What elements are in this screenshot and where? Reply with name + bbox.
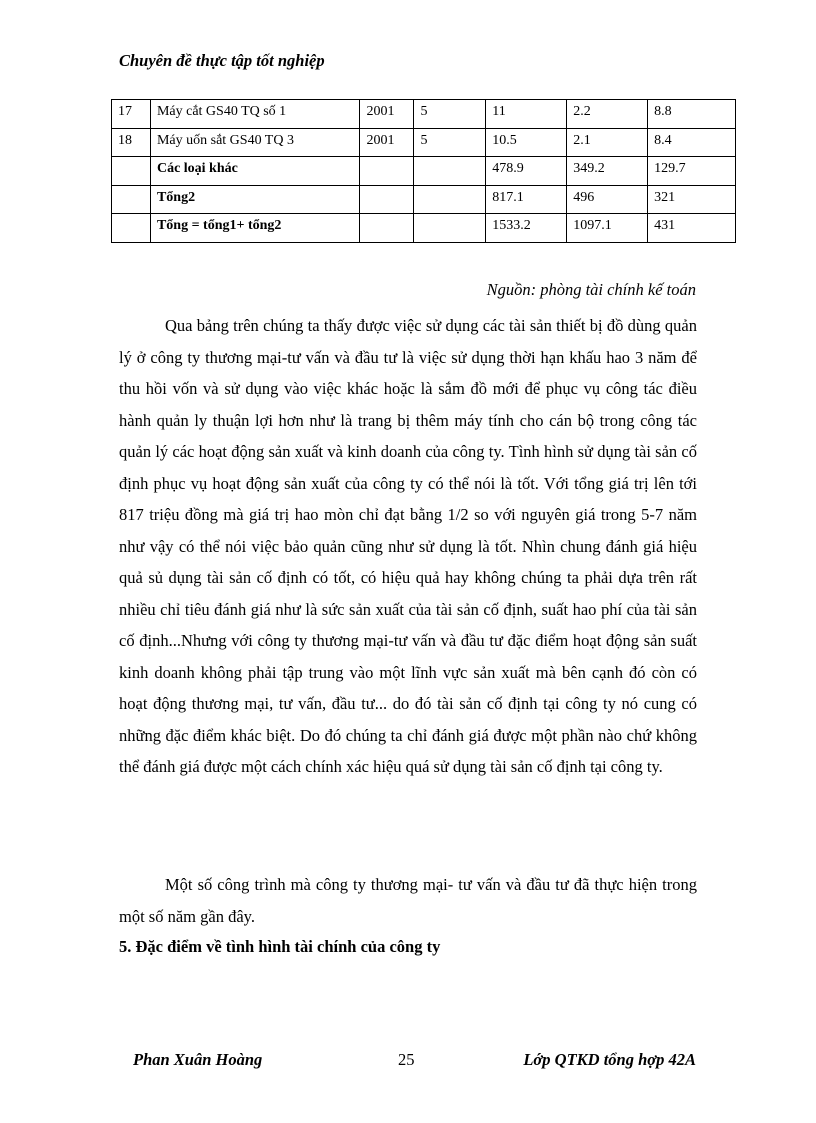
table-cell: 8.8 bbox=[648, 100, 736, 129]
table-cell bbox=[360, 185, 414, 214]
table-cell: 321 bbox=[648, 185, 736, 214]
table-cell: 5 bbox=[414, 100, 486, 129]
table-cell: 2.2 bbox=[567, 100, 648, 129]
table-cell: 2.1 bbox=[567, 128, 648, 157]
table-cell: Máy uốn sắt GS40 TQ 3 bbox=[150, 128, 360, 157]
footer-author: Phan Xuân Hoàng bbox=[133, 1050, 263, 1069]
table-cell bbox=[360, 157, 414, 186]
table-row bbox=[112, 185, 736, 214]
table-cell: Tổng2 bbox=[150, 185, 360, 214]
table-cell: 17 bbox=[112, 100, 151, 129]
table-cell: 431 bbox=[648, 214, 736, 243]
body-paragraph: Qua bảng trên chúng ta thấy được việc sử dụng các tài sản thiết bị đồ dùng quản lý ở công ty thương mại-tư vấn và đầu tư là việc sử dụng thời hạn khấu hao 3 năm để thu hồi vốn và sử dụng vào việc khác hoặc là sắm đồ mới để phục vụ công tác điều hành quản ly thuận lợi hơn như là trang bị thêm máy tính cho cán bộ trong công tác quản lý các hoạt động sản xuất và kinh doanh của công ty. Tình hình sử dụng tài sản cố định phục vụ hoạt động sản xuất của công ty có thể nói là tốt. Với tổng giá trị lên tới 817 triệu đồng mà giá trị hao mòn chỉ đạt bằng 1/2 so với nguyên giá trong 5-7 năm như vậy có thể nói việc bảo quản cũng như sử dụng là tốt. Nhìn chung đánh giá hiệu quả sủ dụng tài sản cố định có tốt, có hiệu quả hay không chúng ta phải dựa trên rất nhiều chỉ tiêu đánh giá như là sức sản xuất của tài sản cố định, suất hao phí của tài sản cố định...Nhưng với công ty thương mại-tư vấn và đầu tư đặc điểm hoạt động sản suất kinh doanh không phải tập trung vào một lĩnh vực sản xuất mà bên cạnh đó còn có hoạt động thương mại, tư vấn, đầu tư... do đó tài sản cố định tại công ty nó cung có những đặc điểm khác biệt. Do đó chúng ta chỉ đánh giá được một phần nào chứ không thể đánh giá được một cách chính xác hiệu quá sử dụng tài sản cố định tại công ty. bbox=[119, 316, 697, 776]
table-cell: 496 bbox=[567, 185, 648, 214]
table-cell: 817.1 bbox=[486, 185, 567, 214]
table-cell: 10.5 bbox=[486, 128, 567, 157]
table-cell: Các loại khác bbox=[150, 157, 360, 186]
table-cell: Tổng = tổng1+ tổng2 bbox=[150, 214, 360, 243]
table-row bbox=[112, 100, 736, 129]
table-cell: 5 bbox=[414, 128, 486, 157]
table-cell: 11 bbox=[486, 100, 567, 129]
table-cell: 349.2 bbox=[567, 157, 648, 186]
asset-table bbox=[111, 99, 736, 243]
footer-class-name: Lớp QTKD tổng hợp 42A bbox=[523, 1050, 696, 1069]
table-cell: 2001 bbox=[360, 100, 414, 129]
section-heading: 5. Đặc điểm về tình hình tài chính của công ty bbox=[119, 937, 441, 956]
page-number: 25 bbox=[398, 1050, 415, 1069]
table-cell: Máy cắt GS40 TQ số 1 bbox=[150, 100, 360, 129]
table-source-note: Nguồn: phòng tài chính kế toán bbox=[486, 280, 696, 299]
table-cell bbox=[112, 214, 151, 243]
table-cell bbox=[414, 185, 486, 214]
page-header-title: Chuyên đề thực tập tốt nghiệp bbox=[119, 51, 325, 70]
table-cell bbox=[414, 214, 486, 243]
table-row bbox=[112, 214, 736, 243]
table-cell: 18 bbox=[112, 128, 151, 157]
body-paragraph: Một số công trình mà công ty thương mại- tư vấn và đầu tư đã thực hiện trong một số năm gần đây. bbox=[119, 875, 697, 926]
table-row bbox=[112, 128, 736, 157]
table-cell: 1533.2 bbox=[486, 214, 567, 243]
table-cell bbox=[112, 185, 151, 214]
table-cell: 8.4 bbox=[648, 128, 736, 157]
table-cell bbox=[360, 214, 414, 243]
table-cell: 129.7 bbox=[648, 157, 736, 186]
table-cell: 1097.1 bbox=[567, 214, 648, 243]
table-cell bbox=[414, 157, 486, 186]
table-cell bbox=[112, 157, 151, 186]
table-row bbox=[112, 157, 736, 186]
table-cell: 478.9 bbox=[486, 157, 567, 186]
table-cell: 2001 bbox=[360, 128, 414, 157]
